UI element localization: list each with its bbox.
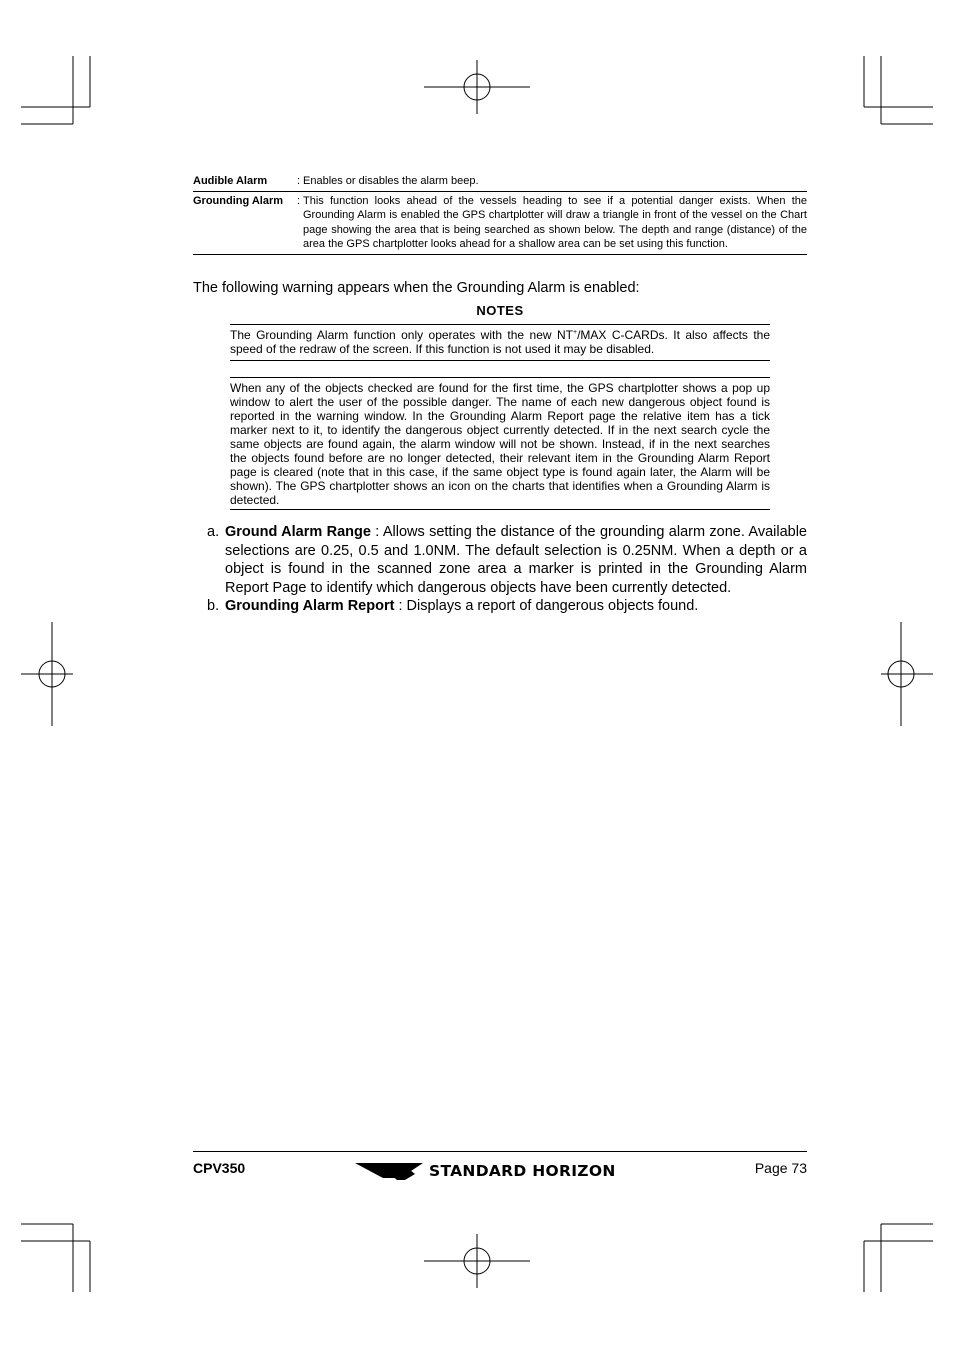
list-item <box>207 597 807 616</box>
definition-table <box>193 172 807 255</box>
option-list <box>207 523 807 616</box>
definition-term: Audible Alarm <box>193 175 268 187</box>
list-item-text: : Allows setting the distance of the grounding alarm zone. Available selections are 0.25, 0.5 and 1.0NM. The default selection is 0.25NM. When a depth or a object is found in the scanned zone area a marker is printed in the Grounding Alarm Report Page to identify which dangerous objects have been currently detected. <box>225 524 807 596</box>
notes-heading: NOTES <box>476 303 524 318</box>
page-number: Page 73 <box>754 1160 807 1176</box>
definition-row-grounding-alarm <box>193 192 807 255</box>
list-item-content <box>225 597 807 616</box>
definition-text: This function looks ahead of the vessels heading to see if a potential danger exists. When the Grounding Alarm is enabled the GPS chartplotter will draw a triangle in front of the vessel on the Chart page showing the area that is being searched as shown below. The depth and range (distance) of the area the GPS chartplotter looks ahead for a shallow area can be set using this function. <box>303 194 807 250</box>
note-superscript: + <box>572 329 578 336</box>
brand-name: STANDARD HORIZON <box>429 1162 616 1180</box>
list-item-label: Grounding Alarm Report <box>225 598 395 614</box>
definition-row-audible-alarm <box>193 172 807 192</box>
list-item-content <box>225 523 807 597</box>
note-text: The Grounding Alarm function only operates with the new NT <box>230 328 573 342</box>
definition-separator: : <box>297 175 301 187</box>
list-item-text: : Displays a report of dangerous objects found. <box>394 598 699 614</box>
intro-paragraph: The following warning appears when the Grounding Alarm is enabled: <box>193 280 640 296</box>
model-name: CPV350 <box>193 1160 246 1176</box>
note-box-2 <box>230 377 770 510</box>
list-item <box>207 523 807 597</box>
brand-logo <box>353 1160 616 1182</box>
note-text: When any of the objects checked are found for the first time, the GPS chartplotter shows a pop up window to alert the user of the possible danger. The name of each new dangerous object found is reported in the warning window. In the Grounding Alarm Report page the relative item has a tick marker next to it, to identify the dangerous object currently detected. If in the next search cycle the same objects are found again, the alarm window will not be shown. Instead, if in the next searches the objects found before are no longer detected, their relevant item in the Grounding Alarm Report page is cleared (note that in this case, if the same object type is found again later, the Alarm will be shown). The GPS chartplotter shows an icon on the charts that identifies when a Grounding Alarm is detected. <box>230 381 770 507</box>
standard-horizon-logo-icon <box>353 1160 425 1182</box>
definition-term: Grounding Alarm <box>193 194 284 207</box>
list-item-label: Ground Alarm Range <box>225 524 371 540</box>
page-footer <box>193 1151 807 1192</box>
list-marker: a. <box>207 524 220 540</box>
definition-separator: : <box>297 194 301 207</box>
note-text: /MAX C-CARDs. It also affects the speed of the redraw of the screen. If this function is not used it may be disabled. <box>230 328 770 356</box>
list-marker: b. <box>207 598 220 614</box>
note-box-1 <box>230 324 770 361</box>
definition-text: Enables or disables the alarm beep. <box>303 175 479 187</box>
